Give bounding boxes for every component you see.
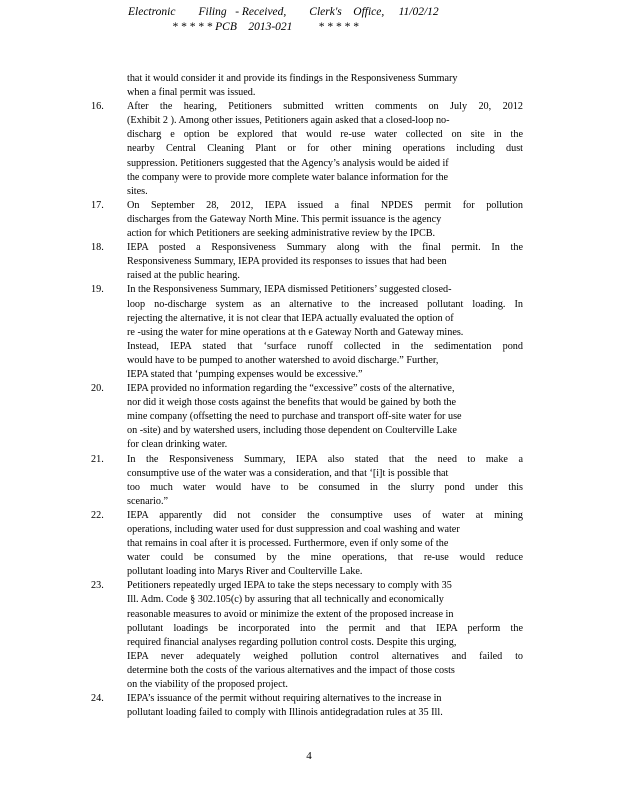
- text-line: [0, 593, 618, 607]
- line-text: discharg e option be explored that would re-use water collected on site in the: [127, 129, 523, 141]
- line-text: raised at the public hearing.: [127, 270, 240, 282]
- text-line: [0, 495, 618, 509]
- paragraph-number: 23.: [91, 580, 104, 592]
- filing-stamp-line-1: Electronic Filing - Received, Clerk's Office, 11/02/12: [128, 6, 439, 18]
- line-text: IEPA posted a Responsiveness Summary along with the final permit. In the: [127, 242, 523, 254]
- text-line: [0, 298, 618, 312]
- text-line: [0, 382, 618, 396]
- paragraph-number: 22.: [91, 509, 104, 521]
- text-line: [0, 424, 618, 438]
- line-text: water could be consumed by the mine operations, that re-use would reduce: [127, 552, 523, 564]
- text-line: [0, 410, 618, 424]
- text-line: [0, 213, 618, 227]
- text-line: [0, 227, 618, 241]
- text-line: [0, 100, 618, 114]
- line-text: on -site) and by watershed users, including those dependent on Coulterville Lake: [127, 425, 457, 437]
- line-text: that it would consider it and provide its findings in the Responsiveness Summary: [127, 73, 458, 84]
- line-text: loop no-discharge system as an alternative to the increased pollutant loading. In: [127, 298, 523, 310]
- text-line: [0, 692, 618, 706]
- paragraph-number: 18.: [91, 242, 104, 254]
- text-line: [0, 636, 618, 650]
- text-line: [0, 157, 618, 171]
- line-text: nor did it weigh those costs against the benefits that would be gained by both the: [127, 397, 457, 409]
- text-line: [0, 537, 618, 551]
- text-line: [0, 326, 618, 340]
- paragraph-number: 21.: [91, 453, 104, 465]
- line-text: mine company (offsetting the need to purchase and transport off-site water for use: [127, 411, 462, 423]
- line-text: nearby Central Cleaning Plant or for other mining operations including dust: [127, 143, 523, 155]
- text-line: [0, 241, 618, 255]
- text-line: [0, 312, 618, 326]
- text-line: [0, 467, 618, 481]
- line-text: In the Responsiveness Summary, IEPA also stated that the need to make a: [127, 453, 523, 465]
- text-line: [0, 354, 618, 368]
- line-text: when a final permit was issued.: [127, 87, 256, 99]
- line-text: On September 28, 2012, IEPA issued a final NPDES permit for pollution: [127, 199, 523, 211]
- line-text: Instead, IEPA stated that ‘surface runoff collected in the sedimentation pond: [127, 340, 523, 352]
- line-text: After the hearing, Petitioners submitted written comments on July 20, 2012: [127, 101, 523, 113]
- line-text: pollutant loading into Marys River and Coulterville Lake.: [127, 566, 363, 578]
- paragraph-number: 19.: [91, 284, 104, 296]
- paragraph-number: 16.: [91, 101, 104, 113]
- text-line: [0, 678, 618, 692]
- line-text: too much water would have to be consumed in the slurry pond under this: [127, 481, 523, 493]
- filing-stamp-line-2: * * * * * PCB 2013-021 * * * * *: [172, 21, 359, 33]
- line-text: would have to be pumped to another watershed to avoid discharge.” Further,: [127, 354, 439, 366]
- text-line: [0, 114, 618, 128]
- line-text: IEPA apparently did not consider the consumptive uses of water at mining: [127, 509, 523, 521]
- line-text: scenario.”: [127, 495, 169, 507]
- line-text: IEPA provided no information regarding the “excessive” costs of the alternative,: [127, 383, 455, 395]
- line-text: suppression. Petitioners suggested that the Agency’s analysis would be aided if: [127, 157, 449, 169]
- text-line: [0, 86, 618, 100]
- text-line: [0, 509, 618, 523]
- text-line: [0, 368, 618, 382]
- text-line: [0, 565, 618, 579]
- line-text: pollutant loading failed to comply with Illinois antidegradation rules at 35 Ill.: [127, 707, 443, 719]
- line-text: consumptive use of the water was a consideration, and that ‘[i]t is possible that: [127, 467, 449, 479]
- text-line: [0, 453, 618, 467]
- line-text: Ill. Adm. Code § 302.105(c) by assuring that all technically and economically: [127, 594, 444, 606]
- text-line: [0, 142, 618, 156]
- document-body: [0, 72, 618, 720]
- text-line: [0, 551, 618, 565]
- text-line: [0, 523, 618, 537]
- paragraph-number: 24.: [91, 693, 104, 705]
- text-line: [0, 269, 618, 283]
- line-text: IEPA’s issuance of the permit without requiring alternatives to the increase in: [127, 693, 442, 705]
- paragraph-number: 20.: [91, 383, 104, 395]
- line-text: operations, including water used for dust suppression and coal washing and water: [127, 524, 460, 535]
- text-line: [0, 706, 618, 720]
- text-line: [0, 396, 618, 410]
- text-line: [0, 438, 618, 452]
- line-text: discharges from the Gateway North Mine. This permit issuance is the agency: [127, 213, 442, 225]
- line-text: Responsiveness Summary, IEPA provided its responses to issues that had been: [127, 256, 447, 268]
- line-text: reasonable measures to avoid or minimize the extent of the proposed increase in: [127, 608, 454, 620]
- line-text: pollutant loadings be incorporated into the permit and that IEPA perform the: [127, 622, 523, 634]
- line-text: determine both the costs of the various alternatives and the impact of those costs: [127, 664, 455, 676]
- text-line: [0, 199, 618, 213]
- text-line: [0, 128, 618, 142]
- text-line: [0, 622, 618, 636]
- line-text: on the viability of the proposed project.: [127, 679, 288, 691]
- text-line: [0, 283, 618, 297]
- line-text: (Exhibit 2 ). Among other issues, Petitioners again asked that a closed-loop no-: [127, 115, 450, 127]
- line-text: In the Responsiveness Summary, IEPA dismissed Petitioners’ suggested closed-: [127, 284, 452, 296]
- line-text: rejecting the alternative, it is not clear that IEPA actually evaluated the option of: [127, 312, 454, 324]
- paragraph-number: 17.: [91, 199, 104, 211]
- text-line: [0, 664, 618, 678]
- line-text: IEPA stated that ‘pumping expenses would be excessive.”: [127, 368, 363, 380]
- line-text: sites.: [127, 185, 148, 197]
- line-text: for clean drinking water.: [127, 439, 228, 451]
- line-text: action for which Petitioners are seeking administrative review by the IPCB.: [127, 228, 436, 240]
- text-line: [0, 255, 618, 269]
- text-line: [0, 650, 618, 664]
- text-line: [0, 579, 618, 593]
- text-line: [0, 171, 618, 185]
- line-text: Petitioners repeatedly urged IEPA to take the steps necessary to comply with 35: [127, 580, 452, 592]
- line-text: IEPA never adequately weighed pollution control alternatives and failed to: [127, 650, 523, 662]
- text-line: [0, 72, 618, 86]
- text-line: [0, 481, 618, 495]
- line-text: required financial analyses regarding pollution control costs. Despite this urging,: [127, 636, 457, 648]
- line-text: that remains in coal after it is processed. Furthermore, even if only some of the: [127, 538, 449, 550]
- line-text: re -using the water for mine operations at th e Gateway North and Gateway mines.: [127, 326, 464, 338]
- text-line: [0, 340, 618, 354]
- text-line: [0, 608, 618, 622]
- line-text: the company were to provide more complete water balance information for the: [127, 171, 449, 183]
- text-line: [0, 185, 618, 199]
- page-number: 4: [306, 750, 312, 762]
